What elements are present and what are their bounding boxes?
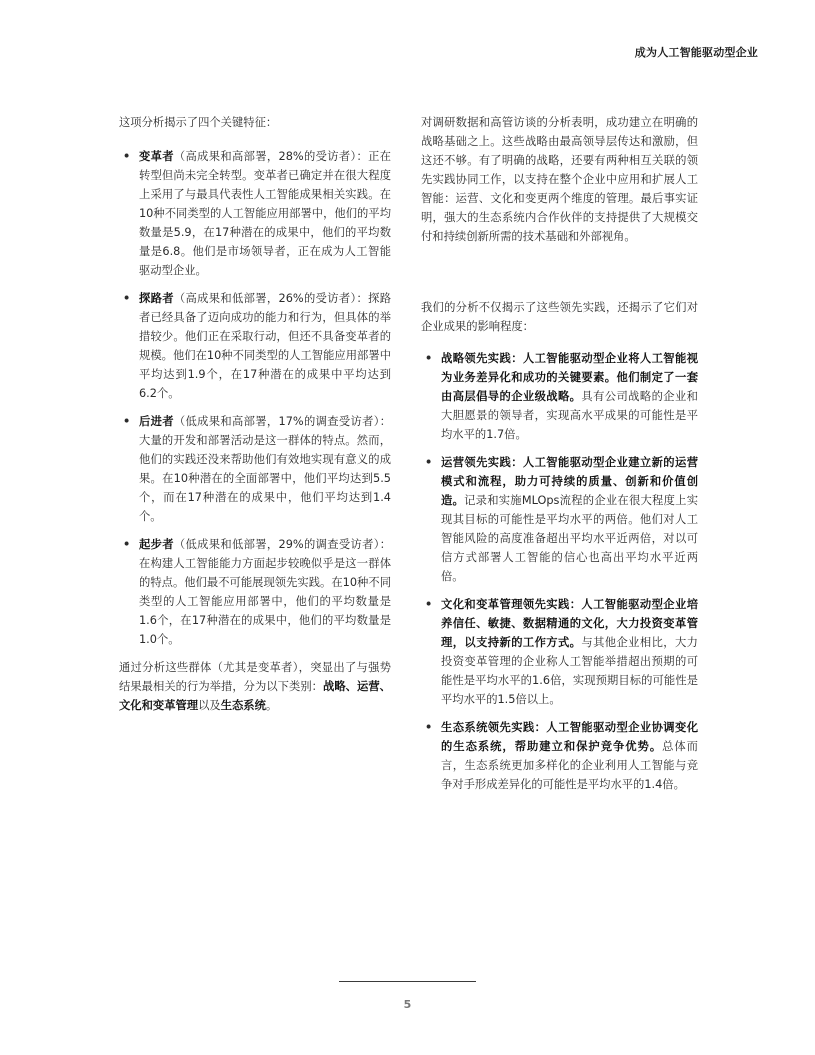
practice-heading: 文化和变革管理领先实践：人工智能驱动型企业培养信任、敏捷、数据精通的文化，大力投资变革管理，以支持新的工作方式。 xyxy=(441,598,698,649)
list-item xyxy=(421,718,698,794)
bullet-icon: • xyxy=(425,456,433,469)
page-number: 5 xyxy=(403,998,412,1011)
list-item xyxy=(119,412,391,526)
left-intro: 这项分析揭示了四个关键特征： xyxy=(119,116,278,129)
summary-prefix: 通过分析这些群体（尤其是变革者），突显出了与强势结果最相关的行为举措，分为以下类别： xyxy=(119,661,391,693)
summary-mid: 以及 xyxy=(198,699,221,712)
practice-text: 具有公司战略的企业和大胆愿景的领导者，实现高水平成果的可能性是平均水平的1.7倍。 xyxy=(441,390,698,441)
footer-divider xyxy=(339,981,476,982)
bullet-icon: • xyxy=(123,292,131,305)
segment-text: （高成果和低部署，26%的受访者）：探路者已经具备了迈向成功的能力和行为，但具体的举措较少。他们正在采取行动，但还不具备变革者的规模。他们在10种不同类型的人工智能应用部署中平均达到1.9个，在17种潜在的成果中平均达到6.2个。 xyxy=(139,292,391,400)
left-column xyxy=(119,113,391,715)
bullet-icon: • xyxy=(123,150,131,163)
segment-term: 后进者 xyxy=(139,415,174,428)
summary-bold-categories: 战略、运营、文化和变革管理 xyxy=(119,680,391,712)
practice-heading: 战略领先实践：人工智能驱动型企业将人工智能视为业务差异化和成功的关键要素。他们制定了一套由高层倡导的企业级战略。 xyxy=(441,352,698,403)
right-intro: 我们的分析不仅揭示了这些领先实践，还揭示了它们对企业成果的影响程度： xyxy=(421,301,698,333)
list-item xyxy=(119,289,391,403)
practice-text: 与其他企业相比，大力投资变革管理的企业称人工智能举措超出预期的可能性是平均水平的1.6倍，实现预期目标的可能性是平均水平的1.5倍以上。 xyxy=(441,636,698,706)
list-item xyxy=(421,595,698,709)
left-summary xyxy=(119,658,391,715)
practice-text: 总体而言，生态系统更加多样化的企业利用人工智能与竞争对手形成差异化的可能性是平均水平的1.4倍。 xyxy=(441,740,698,791)
segment-term: 起步者 xyxy=(139,538,174,551)
practice-list xyxy=(421,349,698,794)
practice-heading: 生态系统领先实践：人工智能驱动型企业协调变化的生态系统，帮助建立和保护竞争优势。 xyxy=(441,721,698,753)
practice-text: 记录和实施MLOps流程的企业在很大程度上实现其目标的可能性是平均水平的两倍。他们对人工智能风险的高度准备超出平均水平近两倍，对以可信方式部署人工智能的信心也高出平均水平近两倍。 xyxy=(441,494,698,583)
list-item xyxy=(421,349,698,444)
list-item xyxy=(119,147,391,280)
segment-list xyxy=(119,147,391,649)
list-item xyxy=(119,535,391,649)
bullet-icon: • xyxy=(123,538,131,551)
segment-term: 变革者 xyxy=(139,150,174,163)
segment-term: 探路者 xyxy=(139,292,174,305)
right-paragraph: 对调研数据和高管访谈的分析表明，成功建立在明确的战略基础之上。这些战略由最高领导层传达和激励，但这还不够。有了明确的战略，还要有两种相互关联的领先实践协同工作，以支持在整个企业中应用和扩展人工智能：运营、文化和变更两个维度的管理。最后事实证明，强大的生态系统内合作伙伴的支持提供了大规模交付和持续创新所需的技术基础和外部视角。 xyxy=(421,116,698,243)
page-header-title: 成为人工智能驱动型企业 xyxy=(634,46,758,59)
list-item xyxy=(421,453,698,586)
bullet-icon: • xyxy=(123,415,131,428)
summary-bold-ecosystem: 生态系统 xyxy=(220,699,266,712)
right-column xyxy=(421,113,698,803)
bullet-icon: • xyxy=(425,352,433,365)
summary-end: 。 xyxy=(265,699,278,712)
segment-text: （低成果和低部署，29%的调查受访者）：在构建人工智能能力方面起步较晚似乎是这一群体的特点。他们最不可能展现领先实践。在10种不同类型的人工智能应用部署中，他们的平均数量是1.6个，在17种潜在的成果中，他们的平均数量是1.0个。 xyxy=(139,538,391,646)
practice-heading: 运营领先实践：人工智能驱动型企业建立新的运营模式和流程，助力可持续的质量、创新和价值创造。 xyxy=(441,456,698,507)
bullet-icon: • xyxy=(425,598,433,611)
bullet-icon: • xyxy=(425,721,433,734)
segment-text: （高成果和高部署，28%的受访者）：正在转型但尚未完全转型。变革者已确定并在很大程度上采用了与最具代表性人工智能成果相关实践。在10种不同类型的人工智能应用部署中，他们的平均数量是5.9，在17种潜在的成果中，他们的平均数量是6.8。他们是市场领导者，正在成为人工智能驱动型企业。 xyxy=(139,150,391,277)
segment-text: （低成果和高部署，17%的调查受访者）：大量的开发和部署活动是这一群体的特点。然而，他们的实践还没来帮助他们有效地实现有意义的成果。在10种潜在的全面部署中，他们平均达到5.5个，而在17种潜在的成果中，他们平均达到1.4个。 xyxy=(139,415,391,523)
